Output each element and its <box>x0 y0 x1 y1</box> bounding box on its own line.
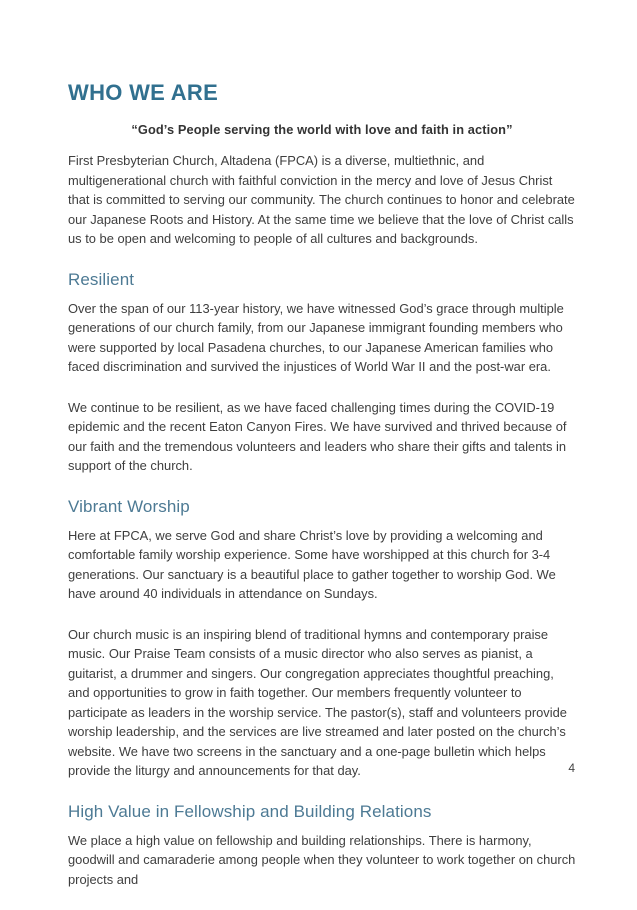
motto-quote: “God’s People serving the world with love and faith in action” <box>131 122 513 137</box>
vibrant-worship-paragraph-1: Here at FPCA, we serve God and share Christ’s love by providing a welcoming and comfortable family worship experience. Some have worshipped at this church for 3-4 generations. Our sanctuary is a beautiful place to gather together to worship God. We have around 40 individuals in attendance on Sundays. <box>68 527 556 601</box>
page-title: WHO WE ARE <box>68 80 219 105</box>
vibrant-worship-paragraph-2: Our church music is an inspiring blend of traditional hymns and contemporary praise music. Our Praise Team consists of a music director who also serves as pianist, a guitarist, a drummer and singers. Our congregation appreciates thoughtful preaching, and opportunities to grow in faith together. Our members frequently volunteer to participate as leaders in the worship service. The pastor(s), staff and volunteers provide worship leadership, and the services are live streamed and later posted on the church’s website. We have two screens in the sanctuary and a one-page bulletin which helps provide the liturgy and announcements for that day. <box>68 626 567 778</box>
resilient-paragraph-2: We continue to be resilient, as we have faced challenging times during the COVID-19 epidemic and the recent Eaton Canyon Fires. We have survived and thrived because of our faith and the tremendous volunteers and leaders who share their gifts and talents in support of the church. <box>68 399 567 473</box>
resilient-paragraph-1: Over the span of our 113-year history, we have witnessed God’s grace through multiple generations of our church family, from our Japanese immigrant founding members who were supported by local Pasadena churches, to our Japanese American families who faced discrimination and survived the injustices of World War II and the post-war era. <box>68 300 564 374</box>
page-number: 4 <box>568 761 575 775</box>
fellowship-paragraph-1: We place a high value on fellowship and building relationships. There is harmony, goodwill and camaraderie among people when they volunteer to work together on church projects and <box>68 832 576 887</box>
document-content <box>68 80 576 910</box>
section-heading-vibrant-worship: Vibrant Worship <box>68 496 190 516</box>
intro-paragraph: First Presbyterian Church, Altadena (FPCA) is a diverse, multiethnic, and multigenerational church with faithful conviction in the mercy and love of Jesus Christ that is committed to serving our community. The church continues to honor and celebrate our Japanese Roots and History. At the same time we believe that the love of Christ calls us to be open and welcoming to people of all cultures and backgrounds. <box>68 153 575 246</box>
section-heading-fellowship: High Value in Fellowship and Building Relations <box>68 801 432 821</box>
section-heading-resilient: Resilient <box>68 269 135 289</box>
